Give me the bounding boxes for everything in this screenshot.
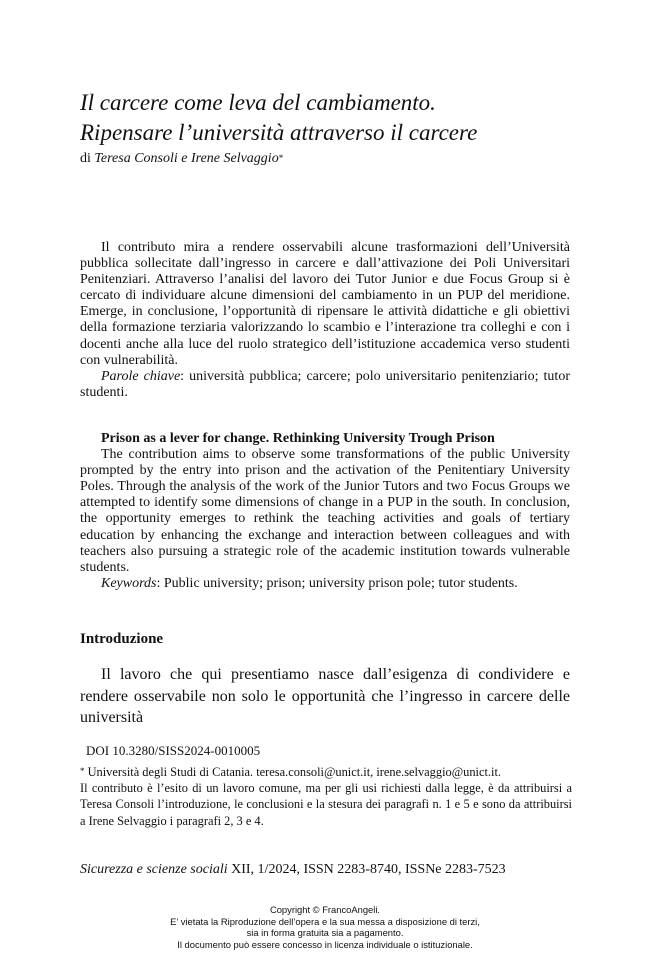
abstract-english: [80, 431, 570, 592]
keywords-english-list: : Public university; prison; university prison pole; tutor students.: [156, 575, 518, 591]
title-line-1: Il carcere come leva del cambiamento.: [80, 90, 436, 115]
article-title: [80, 88, 600, 148]
author-footnote-mark: *: [278, 153, 284, 163]
affiliation-mark: *: [80, 766, 85, 776]
footnote-affiliation: [80, 764, 572, 780]
doi: DOI 10.3280/SISS2024-0010005: [86, 743, 261, 758]
journal-name: Sicurezza e scienze sociali: [80, 862, 228, 877]
abstract-italian-text: Il contributo mira a rendere osservabili alcune trasformazioni dell’Università pubblica sollecitate dall’ingresso in carcere e dall’attivazione dei Poli Universitari Penitenziari. Attraverso l’analisi del lavoro dei Tutor Junior e due Focus Group si è cercato di individuare alcune dimensioni del cambiamento in un PUP del meridione. Emerge, in conclusione, l’opportunità di ripensare le attività didattiche e gli obiettivi della formazione terziaria valorizzando lo scambio e l’interazione tra colleghi e con i docenti anche alla luce del ruolo strategico dell’istituzione accademica verso studenti con vulnerabilità.: [80, 240, 570, 368]
copyright-line-4: Il documento può essere concesso in licenza individuale o istituzionale.: [177, 938, 473, 950]
author-line: [80, 150, 283, 168]
affiliation-text: Università degli Studi di Catania. teresa.consoli@unict.it, irene.selvaggio@unict.it.: [84, 765, 501, 779]
footnote-contribution: Il contributo è l’esito di un lavoro comune, ma per gli usi richiesti dalla legge, è da attribuirsi a Teresa Consoli l’introduzione, le conclusioni e la stesura dei paragrafi n. 1 e 5 e sono da attribuirsi a Irene Selvaggio i paragrafi 2, 3 e 4.: [80, 781, 572, 828]
author-names: Teresa Consoli e Irene Selvaggio: [94, 151, 279, 166]
abstract-english-title: Prison as a lever for change. Rethinking University Trough Prison: [101, 431, 495, 446]
journal-citation: [80, 862, 506, 878]
section-heading-introduction: Introduzione: [80, 631, 164, 647]
abstract-italian: [80, 240, 570, 401]
keywords-italian-list: : università pubblica; carcere; polo universitario penitenziario; tutor studenti.: [80, 368, 570, 400]
copyright-line-3: sia in forma gratuita sia a pagamento.: [246, 927, 404, 939]
introduction-body: [80, 664, 570, 729]
keywords-italian: [80, 369, 570, 401]
journal-details: XII, 1/2024, ISSN 2283-8740, ISSNe 2283-7523: [227, 862, 506, 877]
author-prefix: di: [80, 151, 95, 166]
introduction-paragraph: Il lavoro che qui presentiamo nasce dall’esigenza di condividere e rendere osservabile non solo le opportunità che l’ingresso in carcere delle università: [80, 666, 570, 726]
copyright-notice: [0, 904, 650, 950]
keywords-english: [80, 576, 570, 592]
keywords-english-label: Keywords: [101, 575, 157, 591]
copyright-line-2: E’ vietata la Riproduzione dell’opera e la sua messa a disposizione di terzi,: [170, 915, 480, 927]
keywords-italian-label: Parole chiave: [101, 368, 181, 384]
footnote-block: [80, 764, 572, 829]
copyright-line-1: Copyright © FrancoAngeli.: [269, 904, 381, 915]
title-line-2: Ripensare l’università attraverso il carcere: [80, 120, 478, 145]
abstract-english-text: The contribution aims to observe some transformations of the public University prompted by the entry into prison and the activation of the Penitentiary University Poles. Through the analysis of the work of the Junior Tutors and two Focus Groups we attempted to identify some dimensions of change in a PUP in the south. In conclusion, the opportunity emerges to rethink the teaching activities and goals of tertiary education by enhancing the exchange and interaction between colleagues and with teachers also pursuing a strategic role of the academic institution towards vulnerable students.: [80, 447, 570, 575]
